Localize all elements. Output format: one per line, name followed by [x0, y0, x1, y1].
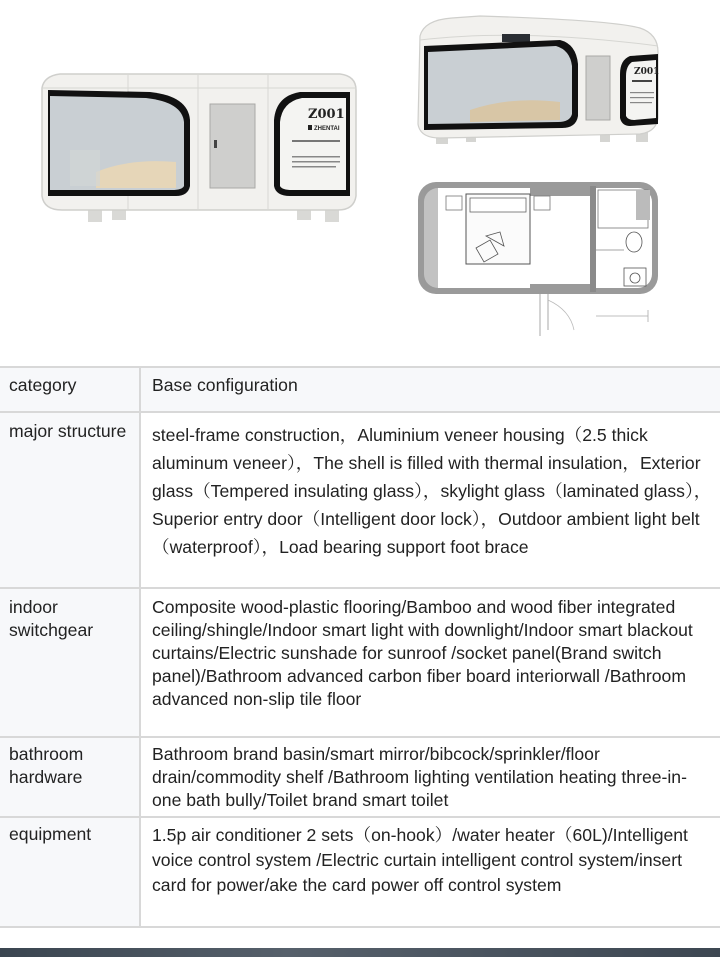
- spec-row-value: steel-frame construction，Aluminium veneer housing（2.5 thick aluminum veneer），The shell is filled with thermal insulation，Exterior glass（Tempered insulating glass），skylight glass（laminated glass），Superior entry door（Intelligent door lock），Outdoor ambient light belt（waterproof），Load bearing support foot brace: [140, 412, 720, 588]
- spec-row-value: Composite wood-plastic flooring/Bamboo and wood fiber integrated ceiling/shingle/Indoor smart light with downlight/Indoor smart blackout curtains/Electric sunshade for sunroof /socket panel(Brand switch panel)/Bathroom advanced carbon fiber board interiorwall /Bathroom advanced non-slip tile floor: [140, 588, 720, 737]
- model-label: Z001: [308, 107, 345, 122]
- brand-label: ZHENTAI: [314, 126, 340, 132]
- capsule-illustrations: [0, 0, 720, 350]
- next-image-edge: [0, 948, 720, 957]
- capsule-floor-plan: [418, 182, 658, 336]
- spec-row-label: equipment: [0, 817, 140, 927]
- base-configuration-header: Base configuration: [140, 367, 720, 412]
- spec-row-value: Bathroom brand basin/smart mirror/bibcock/sprinkler/floor drain/commodity shelf /Bathroom lighting ventilation heating three-in-one bath bully/Toilet brand smart toilet: [140, 737, 720, 817]
- spec-table: [0, 366, 720, 928]
- spec-row-bathroom-hardware: [0, 737, 720, 817]
- spec-row-label: indoor switchgear: [0, 588, 140, 737]
- product-images: [0, 0, 720, 350]
- spec-row-label: bathroom hardware: [0, 737, 140, 817]
- spec-table-header-row: [0, 367, 720, 412]
- svg-text:Z001: Z001: [634, 67, 660, 77]
- capsule-perspective-view: [418, 16, 659, 144]
- spec-row-label: major structure: [0, 412, 140, 588]
- spec-row-indoor-switchgear: [0, 588, 720, 737]
- spec-row-major-structure: [0, 412, 720, 588]
- category-header: category: [0, 367, 140, 412]
- spec-row-value: 1.5p air conditioner 2 sets（on-hook）/water heater（60L)/Intelligent voice control system /Electric curtain intelligent control system/insert card for power/ake the card power off control system: [140, 817, 720, 927]
- spec-row-equipment: [0, 817, 720, 927]
- capsule-front-view: [42, 74, 356, 222]
